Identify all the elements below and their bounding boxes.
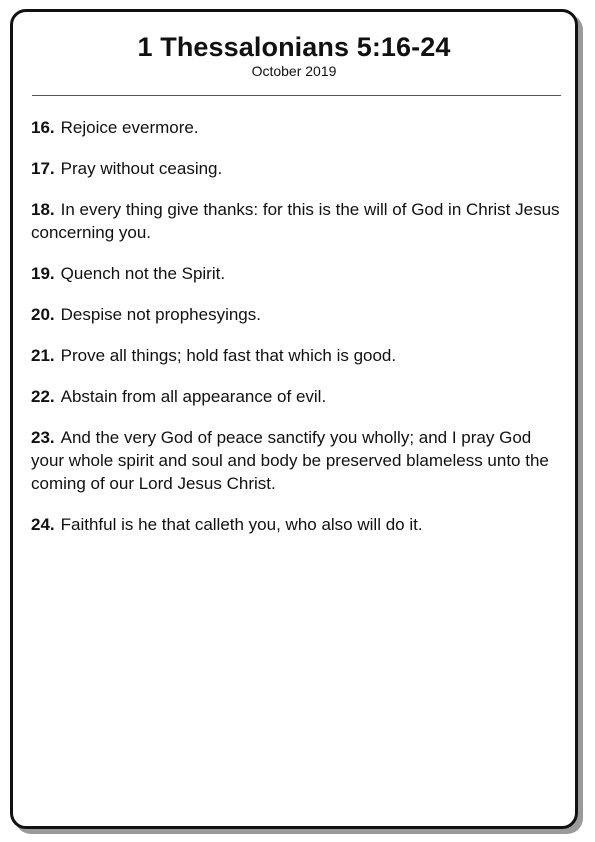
- card-header: [13, 31, 575, 80]
- verse-17: [31, 157, 561, 180]
- verse-number: 17.: [31, 159, 55, 178]
- verse-number: 24.: [31, 515, 55, 534]
- verse-text: In every thing give thanks: for this is the will of God in Christ Jesus concerning you.: [31, 200, 560, 242]
- verse-number: 22.: [31, 387, 55, 406]
- verse-16: [31, 116, 561, 139]
- verse-21: [31, 344, 561, 367]
- verse-text: Prove all things; hold fast that which is good.: [60, 346, 397, 365]
- verse-24: [31, 513, 561, 536]
- page-title: 1 Thessalonians 5:16-24: [137, 32, 451, 62]
- verse-text: Pray without ceasing.: [60, 159, 223, 178]
- verse-text: Despise not prophesyings.: [60, 305, 261, 324]
- verse-20: [31, 303, 561, 326]
- date-label: October 2019: [251, 63, 337, 79]
- verse-number: 23.: [31, 428, 55, 447]
- verse-text: Abstain from all appearance of evil.: [60, 387, 327, 406]
- verse-text: Quench not the Spirit.: [60, 264, 226, 283]
- verse-number: 21.: [31, 346, 55, 365]
- verse-23: [31, 426, 561, 495]
- verse-number: 19.: [31, 264, 55, 283]
- scripture-card: [10, 9, 578, 829]
- divider: [32, 95, 561, 96]
- verse-text: Rejoice evermore.: [60, 118, 199, 137]
- verse-number: 18.: [31, 200, 55, 219]
- verse-text: Faithful is he that calleth you, who also will do it.: [60, 515, 423, 534]
- verse-18: [31, 198, 561, 244]
- verse-number: 20.: [31, 305, 55, 324]
- verse-list: [31, 116, 561, 554]
- verse-22: [31, 385, 561, 408]
- verse-text: And the very God of peace sanctify you wholly; and I pray God your whole spirit and soul and body be preserved blameless unto the coming of our Lord Jesus Christ.: [31, 428, 549, 493]
- verse-19: [31, 262, 561, 285]
- verse-number: 16.: [31, 118, 55, 137]
